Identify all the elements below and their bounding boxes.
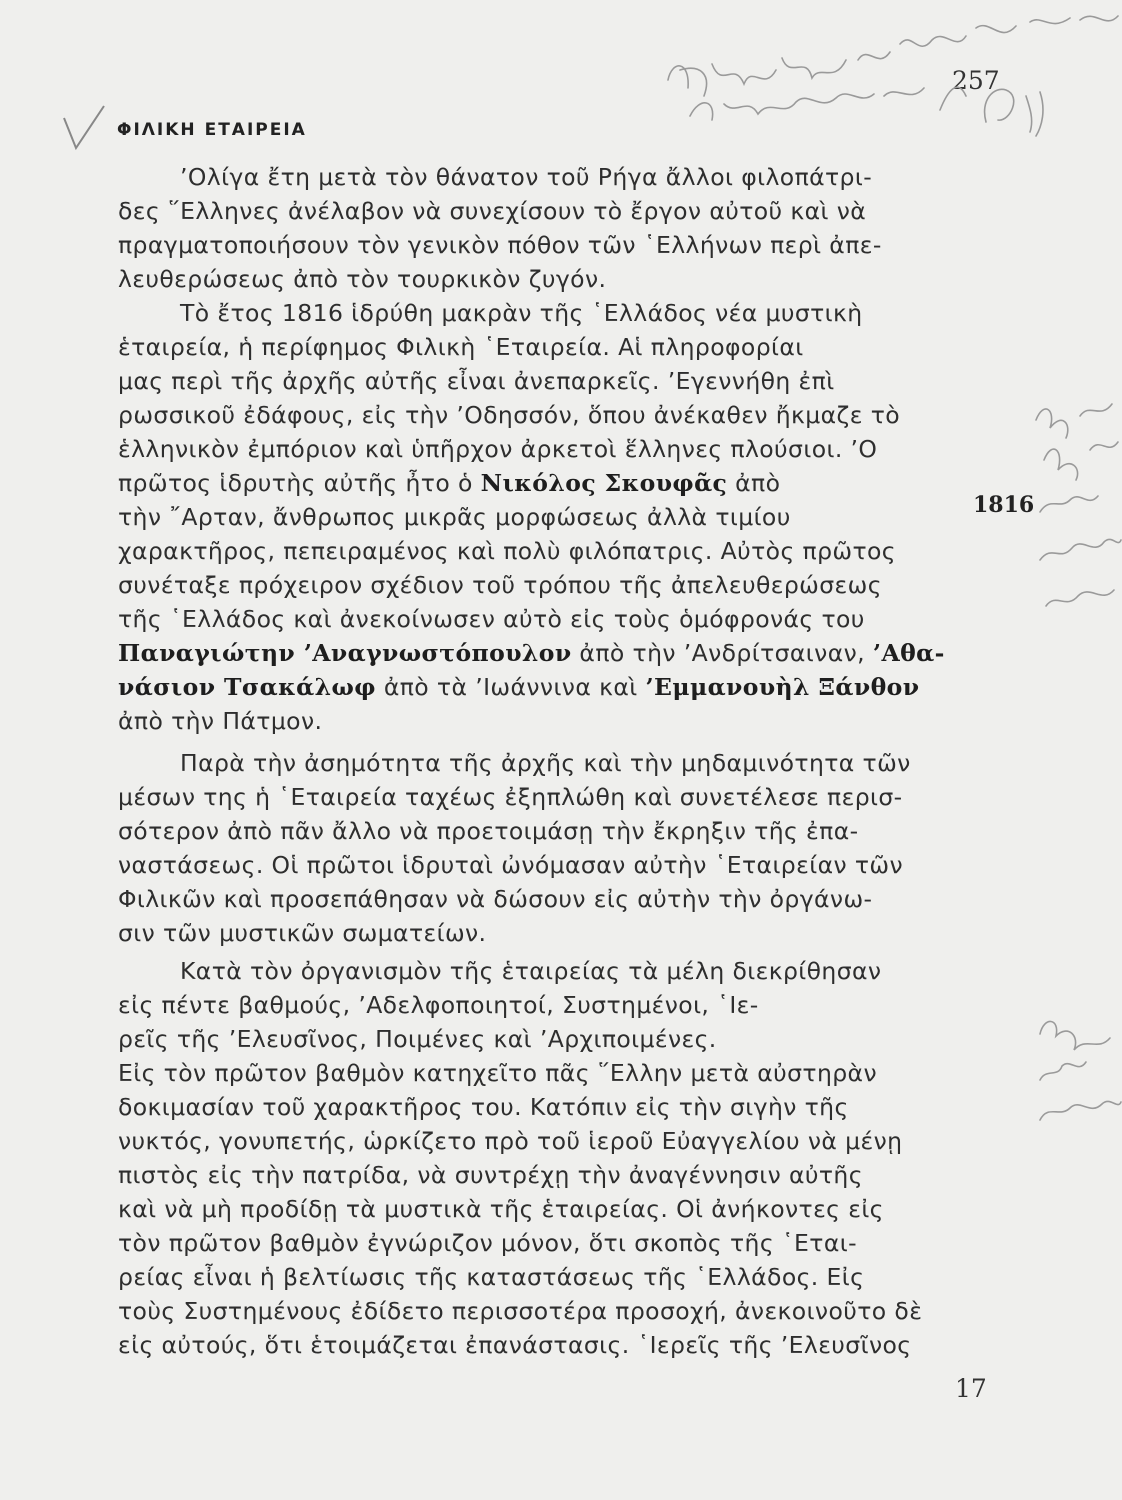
text-line: νυκτός, γονυπετής, ὡρκίζετο πρὸ τοῦ ἱεροῦ Εὐαγγελίου νὰ μένῃ (118, 1127, 903, 1155)
text-line: τοὺς Συστημένους ἐδίδετο περισσοτέρα προσοχή, ἀνεκοινοῦτο δὲ (118, 1297, 923, 1325)
text-line: ρωσσικοῦ ἐδάφους, εἰς τὴν ’Οδησσόν, ὅπου ἀνέκαθεν ἤκμαζε τὸ (118, 401, 901, 429)
person-name: ’Αθα- (872, 639, 945, 667)
text-line: τὸν πρῶτον βαθμὸν ἐγνώριζον μόνον, ὅτι σκοπὸς τῆς ῾Εται- (118, 1229, 857, 1257)
margin-year: 1816 (973, 492, 1035, 518)
text-line: εἰς αὐτούς, ὅτι ἑτοιμάζεται ἐπανάστασις. ῾Ιερεῖς τῆς ’Ελευσῖνος (118, 1331, 912, 1359)
text-line: πιστὸς εἰς τὴν πατρίδα, νὰ συντρέχῃ τὴν ἀναγέννησιν αὐτῆς (118, 1161, 863, 1189)
text-line: πραγματοποιήσουν τὸν γενικὸν πόθον τῶν ῾Ελλήνων περὶ ἀπε- (118, 231, 882, 259)
text-line: Παρὰ τὴν ἀσημότητα τῆς ἀρχῆς καὶ τὴν μηδαμινότητα τῶν (180, 749, 911, 777)
text-line: δες ῞Ελληνες ἀνέλαβον νὰ συνεχίσουν τὸ ἔργον αὐτοῦ καὶ νὰ (118, 197, 867, 225)
check-mark-icon (60, 100, 110, 160)
sheet-number: 17 (955, 1374, 987, 1403)
text-line: σιν τῶν μυστικῶν σωματείων. (118, 919, 487, 947)
text-line: Τὸ ἔτος 1816 ἱδρύθη μακρὰν τῆς ῾Ελλάδος νέα μυστικὴ (180, 299, 863, 327)
person-name: Παναγιώτην ’Αναγνωστόπουλον (118, 639, 572, 667)
text-line: πρῶτος ἱδρυτὴς αὐτῆς ἦτο ὁ Νικόλος Σκουφᾶς ἀπὸ (118, 469, 781, 497)
text-line: σότερον ἀπὸ πᾶν ἄλλο νὰ προετοιμάσῃ τὴν ἔκρηξιν τῆς ἐπα- (118, 817, 859, 845)
text-line: δοκιμασίαν τοῦ χαρακτῆρος του. Κατόπιν εἰς τὴν σιγὴν τῆς (118, 1093, 849, 1121)
text-line: νάσιον Τσακάλωφ ἀπὸ τὰ ’Ιωάννινα καὶ ’Εμμανουὴλ Ξάνθον (118, 673, 920, 701)
text-line: καὶ νὰ μὴ προδίδῃ τὰ μυστικὰ τῆς ἑταιρείας. Οἱ ἀνήκοντες εἰς (118, 1195, 884, 1223)
text-line: τὴν ῎Αρταν, ἄνθρωπος μικρᾶς μορφώσεως ἀλλὰ τιμίου (118, 503, 791, 531)
text-line: εἰς πέντε βαθμούς, ’Αδελφοποιητοί, Συστημένοι, ῾Ιε- (118, 991, 759, 1019)
text-line: ’Ολίγα ἔτη μετὰ τὸν θάνατον τοῦ Ρήγα ἄλλοι φιλοπάτρι- (180, 163, 873, 191)
text-line: Φιλικῶν καὶ προσεπάθησαν νὰ δώσουν εἰς αὐτὴν τὴν ὀργάνω- (118, 885, 873, 913)
text-line: ἑταιρεία, ἡ περίφημος Φιλικὴ ῾Εταιρεία. Αἱ πληροφορίαι (118, 333, 804, 361)
text-line: μέσων της ἡ ῾Εταιρεία ταχέως ἐξηπλώθη καὶ συνετέλεσε περισ- (118, 783, 903, 811)
text-line: μας περὶ τῆς ἀρχῆς αὐτῆς εἶναι ἀνεπαρκεῖς. ’Εγεννήθη ἐπὶ (118, 367, 835, 395)
text-line: τῆς ῾Ελλάδος καὶ ἀνεκοίνωσεν αὐτὸ εἰς τοὺς ὁμόφρονάς του (118, 605, 865, 633)
person-name: νάσιον Τσακάλωφ (118, 673, 376, 701)
person-name: ’Εμμανουὴλ Ξάνθον (645, 673, 920, 701)
text-line: λευθερώσεως ἀπὸ τὸν τουρκικὸν ζυγόν. (118, 265, 607, 293)
text-line: Παναγιώτην ’Αναγνωστόπουλον ἀπὸ τὴν ’Ανδρίτσαιναν, ’Αθα- (118, 639, 945, 667)
person-name: Νικόλος Σκουφᾶς (480, 469, 728, 497)
section-title: ΦΙΛΙΚΗ ΕΤΑΙΡΕΙΑ (117, 120, 307, 140)
text-line: ἑλληνικὸν ἐμπόριον καὶ ὑπῆρχον ἀρκετοὶ ἕλληνες πλούσιοι. ’Ο (118, 435, 878, 463)
text-line: ρείας εἶναι ἡ βελτίωσις τῆς καταστάσεως τῆς ῾Ελλάδος. Εἰς (118, 1263, 865, 1291)
text-line: Εἰς τὸν πρῶτον βαθμὸν κατηχεῖτο πᾶς ῞Ελλην μετὰ αὐστηρὰν (118, 1059, 877, 1087)
page-number: 257 (952, 66, 1000, 95)
text-line: ναστάσεως. Οἱ πρῶτοι ἱδρυταὶ ὠνόμασαν αὐτὴν ῾Εταιρείαν τῶν (118, 851, 904, 879)
text-line: συνέταξε πρόχειρον σχέδιον τοῦ τρόπου τῆς ἀπελευθερώσεως (118, 571, 882, 599)
text-line: Κατὰ τὸν ὀργανισμὸν τῆς ἑταιρείας τὰ μέλη διεκρίθησαν (180, 957, 882, 985)
text-line: ρεῖς τῆς ’Ελευσῖνος, Ποιμένες καὶ ’Αρχιποιμένες. (118, 1025, 717, 1053)
text-line: χαρακτῆρος, πεπειραμένος καὶ πολὺ φιλόπατρις. Αὐτὸς πρῶτος (118, 537, 896, 565)
text-line: ἀπὸ τὴν Πάτμον. (118, 707, 323, 735)
